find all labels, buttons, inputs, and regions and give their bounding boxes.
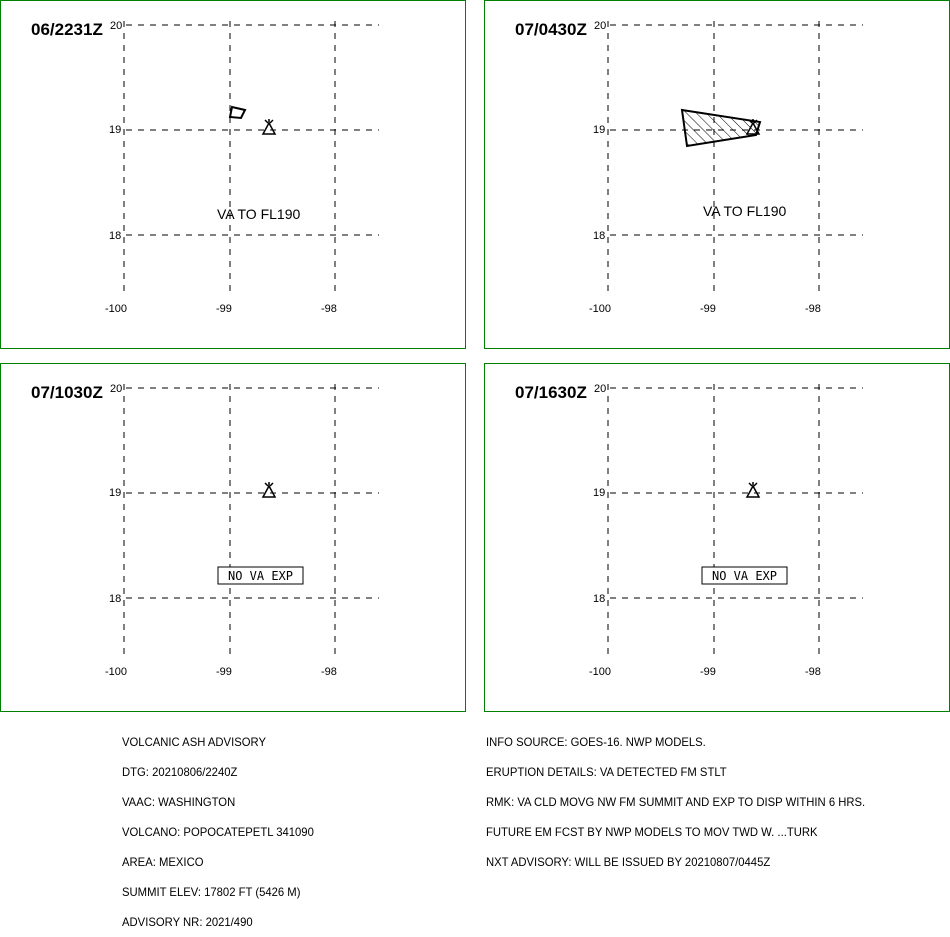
lon-tick-98: -98 xyxy=(805,303,821,315)
panel-time: 07/1630Z xyxy=(515,383,587,402)
no-va-label: NO VA EXP xyxy=(227,569,294,583)
lat-tick-19: 19 xyxy=(593,487,606,499)
advisory-line: VAAC: WASHINGTON xyxy=(122,795,236,809)
advisory-line: RMK: VA CLD MOVG NW FM SUMMIT AND EXP TO DISP WITHIN 6 HRS. xyxy=(486,795,866,809)
lat-tick-18: 18 xyxy=(109,230,122,242)
va-forecast-label: VA TO FL190 xyxy=(217,206,301,222)
lon-tick-100: -100 xyxy=(105,666,128,678)
lon-grid-lines xyxy=(124,384,335,656)
lon-tick-100: -100 xyxy=(105,303,128,315)
advisory-line: VOLCANIC ASH ADVISORY xyxy=(122,735,266,749)
no-va-label: NO VA EXP xyxy=(711,569,778,583)
advisory-header-block xyxy=(122,717,314,937)
volcano-icon xyxy=(263,482,275,497)
advisory-line: ERUPTION DETAILS: VA DETECTED FM STLT xyxy=(486,765,727,779)
lon-tick-98: -98 xyxy=(805,666,821,678)
lon-tick-98: -98 xyxy=(321,303,337,315)
advisory-line: ADVISORY NR: 2021/490 xyxy=(122,915,253,929)
lat-tick-19: 19 xyxy=(593,124,606,136)
forecast-panel-3 xyxy=(0,363,466,712)
lon-tick-98: -98 xyxy=(321,666,337,678)
lon-tick-100: -100 xyxy=(589,666,612,678)
map-plot xyxy=(1,364,467,713)
map-plot xyxy=(485,1,950,350)
lat-tick-18: 18 xyxy=(109,593,122,605)
lat-tick-19: 19 xyxy=(109,124,122,136)
advisory-line: FUTURE EM FCST BY NWP MODELS TO MOV TWD W. ...TURK xyxy=(486,825,818,839)
panel-time: 07/0430Z xyxy=(515,20,587,39)
lon-tick-99: -99 xyxy=(700,666,716,678)
advisory-line: DTG: 20210806/2240Z xyxy=(122,765,238,779)
lat-tick-20: 20 xyxy=(110,20,123,32)
forecast-panel-1 xyxy=(0,0,466,349)
panel-time: 06/2231Z xyxy=(31,20,103,39)
lat-tick-20: 20 xyxy=(110,383,123,395)
lat-tick-20: 20 xyxy=(594,383,607,395)
lon-tick-99: -99 xyxy=(216,666,232,678)
lat-tick-20: 20 xyxy=(594,20,607,32)
volcano-icon xyxy=(263,119,275,134)
map-plot xyxy=(1,1,467,350)
forecast-panel-4 xyxy=(484,363,950,712)
lon-tick-99: -99 xyxy=(700,303,716,315)
lon-grid-lines xyxy=(608,384,819,656)
advisory-remarks-block xyxy=(486,717,865,877)
advisory-line: INFO SOURCE: GOES-16. NWP MODELS. xyxy=(486,735,706,749)
ash-cloud-polygon xyxy=(230,107,245,118)
lat-tick-18: 18 xyxy=(593,593,606,605)
forecast-panel-2 xyxy=(484,0,950,349)
lon-tick-100: -100 xyxy=(589,303,612,315)
advisory-line: AREA: MEXICO xyxy=(122,855,204,869)
advisory-line: VOLCANO: POPOCATEPETL 341090 xyxy=(122,825,314,839)
volcano-icon xyxy=(747,482,759,497)
va-forecast-label: VA TO FL190 xyxy=(703,203,787,219)
lon-grid-lines xyxy=(124,21,335,293)
lon-grid-lines xyxy=(608,21,819,293)
lon-tick-99: -99 xyxy=(216,303,232,315)
panel-time: 07/1030Z xyxy=(31,383,103,402)
map-plot xyxy=(485,364,950,713)
lat-tick-19: 19 xyxy=(109,487,122,499)
lat-tick-18: 18 xyxy=(593,230,606,242)
ash-cloud-polygon xyxy=(682,110,760,146)
lat-grid-lines xyxy=(126,25,379,235)
advisory-line: SUMMIT ELEV: 17802 FT (5426 M) xyxy=(122,885,301,899)
advisory-line: NXT ADVISORY: WILL BE ISSUED BY 20210807/0445Z xyxy=(486,855,771,869)
